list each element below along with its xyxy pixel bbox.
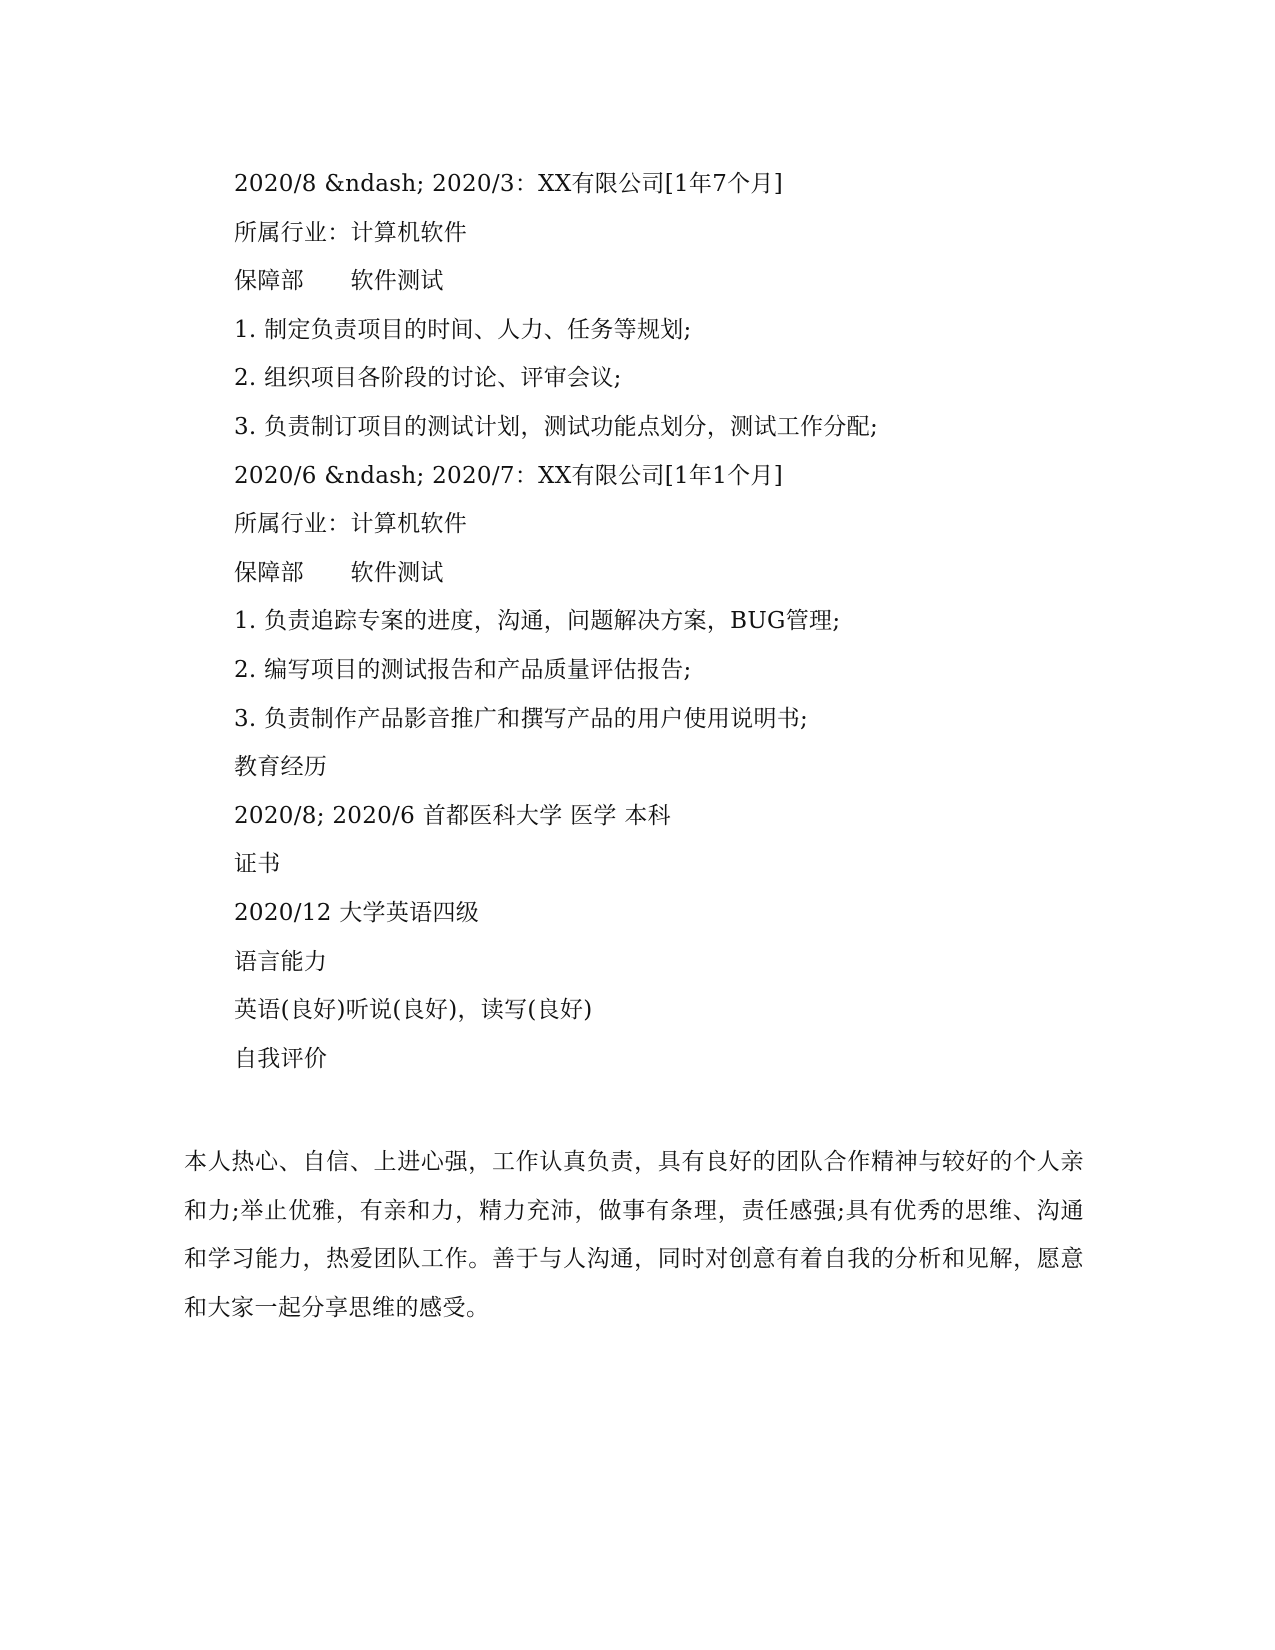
job2-period: 2020/6 &ndash; 2020/7：XX有限公司[1年1个月] [234, 462, 784, 489]
resume-lines [234, 160, 1134, 1083]
job2-duty-3: 3. 负责制作产品影音推广和撰写产品的用户使用说明书; [234, 705, 809, 732]
job1-duty-1: 1. 制定负责项目的时间、人力、任务等规划; [234, 316, 692, 343]
job2-industry: 所属行业：计算机软件 [234, 511, 467, 538]
job2-duty-2: 2. 编写项目的测试报告和产品质量评估报告; [234, 656, 692, 683]
self-evaluation-paragraph: 本人热心、自信、上进心强，工作认真负责，具有良好的团队合作精神与较好的个人亲和力;举止优雅，有亲和力，精力充沛，做事有条理，责任感强;具有优秀的思维、沟通和学习能力，热爱团队工作。善于与人沟通，同时对创意有着自我的分析和见解，愿意和大家一起分享思维的感受。 [184, 1149, 1084, 1321]
certificates-heading: 证书 [234, 851, 281, 878]
job1-duty-2: 2. 组织项目各阶段的讨论、评审会议; [234, 365, 622, 392]
language-entry: 英语(良好)听说(良好)，读写(良好) [234, 997, 593, 1024]
education-heading: 教育经历 [234, 754, 328, 781]
language-heading: 语言能力 [234, 948, 328, 975]
job2-duty-1: 1. 负责追踪专案的进度，沟通，问题解决方案，BUG管理; [234, 608, 841, 635]
certificate-entry: 2020/12 大学英语四级 [234, 899, 480, 926]
job1-industry: 所属行业：计算机软件 [234, 219, 467, 246]
job2-department: 保障部 软件测试 [234, 559, 444, 586]
job1-period: 2020/8 &ndash; 2020/3：XX有限公司[1年7个月] [234, 171, 784, 197]
job1-department: 保障部 软件测试 [234, 268, 444, 295]
self-evaluation-heading: 自我评价 [234, 1045, 328, 1072]
job1-duty-3: 3. 负责制订项目的测试计划，测试功能点划分，测试工作分配; [234, 413, 879, 440]
education-entry: 2020/8; 2020/6 首都医科大学 医学 本科 [234, 802, 671, 829]
